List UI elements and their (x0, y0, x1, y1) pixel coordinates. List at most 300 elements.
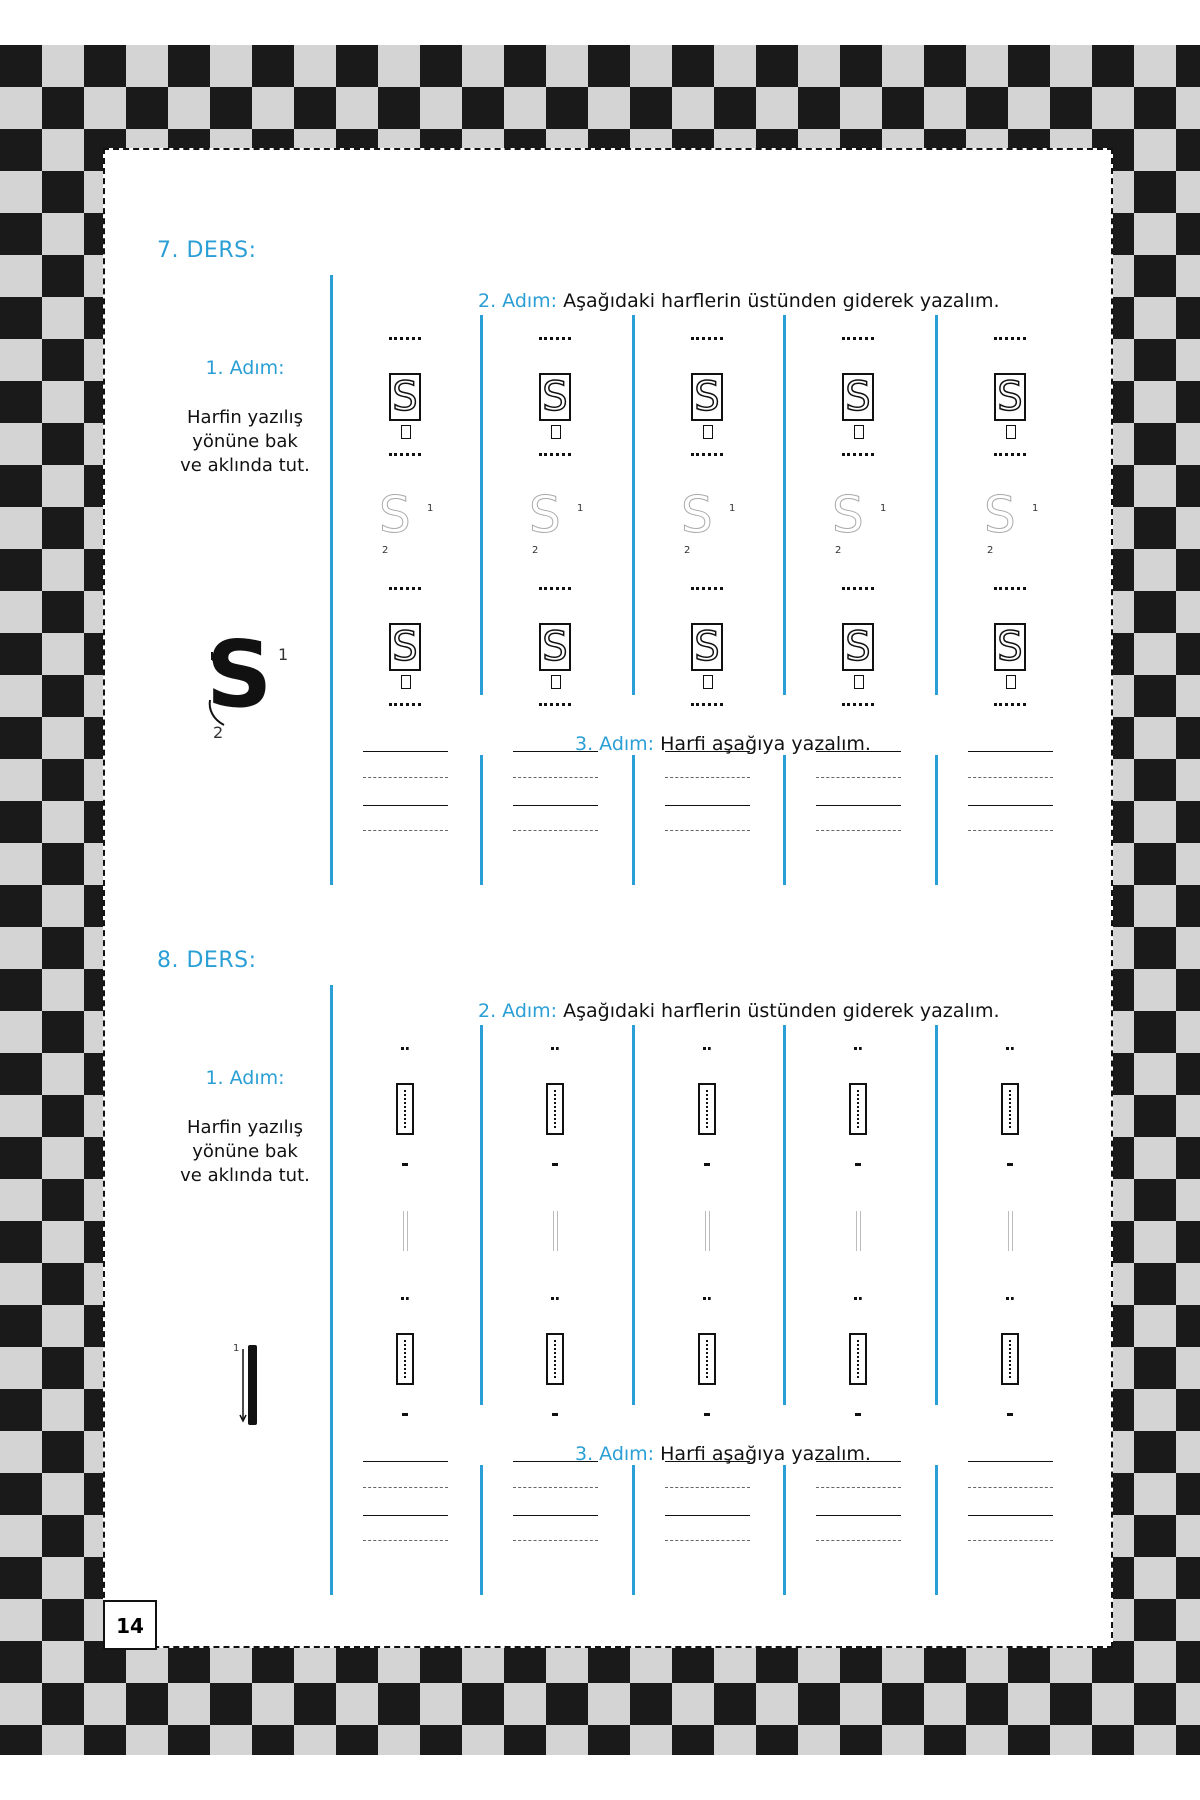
lesson-7-step2-title (478, 290, 1000, 312)
checker-square (0, 759, 42, 801)
checker-square (1176, 1221, 1200, 1263)
ghost-letter[interactable] (856, 1211, 861, 1251)
checker-square (42, 213, 84, 255)
ghost-letter[interactable]: S (984, 486, 1016, 544)
checker-square (1176, 885, 1200, 927)
guide-dots (389, 703, 421, 706)
lesson-7-step1-text: Harfin yazılış yönüne bak ve aklında tut. (180, 407, 310, 476)
step2-label: 2. Adım: (478, 1000, 558, 1022)
checker-square (0, 339, 42, 381)
guide-dots (389, 453, 421, 456)
writing-line[interactable] (363, 1461, 448, 1462)
checker-square (924, 1725, 966, 1755)
trace-letter-box[interactable] (849, 1333, 867, 1385)
checker-square (546, 1725, 588, 1755)
guide-dots (842, 587, 874, 590)
checker-square (714, 1725, 756, 1755)
checker-square (462, 87, 504, 129)
checker-square (1134, 675, 1176, 717)
checker-square (42, 1431, 84, 1473)
writing-guide-line (968, 830, 1053, 831)
checker-square (1134, 1515, 1176, 1557)
checker-square (924, 45, 966, 87)
step2-label: 2. Adım: (478, 290, 558, 312)
checker-square (882, 87, 924, 129)
guide-dots (402, 1163, 408, 1166)
trace-letter-box[interactable] (1001, 1333, 1019, 1385)
checker-square (1176, 339, 1200, 381)
checker-square (0, 465, 42, 507)
checker-square (168, 87, 210, 129)
writing-guide-line (816, 830, 901, 831)
checker-square (630, 87, 672, 129)
checker-square (1134, 759, 1176, 801)
lesson-7-title: 7. DERS: (157, 238, 257, 263)
checker-square (336, 87, 378, 129)
checker-square (0, 1683, 42, 1725)
lesson-8-demo-letter (248, 1345, 257, 1425)
checker-square (42, 129, 84, 171)
trace-letter-box[interactable] (546, 1083, 564, 1135)
checker-square (42, 843, 84, 885)
checker-square (1134, 255, 1176, 297)
writing-guide-line (665, 1540, 750, 1541)
guide-dots (552, 1413, 558, 1416)
checker-square (168, 45, 210, 87)
trace-letter-box[interactable]: S (994, 373, 1026, 421)
checker-square (42, 801, 84, 843)
checker-square (1134, 1305, 1176, 1347)
column-divider (783, 755, 786, 885)
checker-square (126, 1683, 168, 1725)
checker-square (1176, 297, 1200, 339)
step2-text: Aşağıdaki harflerin üstünden giderek yazalım. (563, 1000, 1000, 1022)
ghost-letter[interactable] (553, 1211, 558, 1251)
ghost-letter[interactable] (403, 1211, 408, 1251)
checker-square (672, 45, 714, 87)
checker-square (672, 87, 714, 129)
checker-square (294, 87, 336, 129)
ghost-letter[interactable]: S (379, 486, 411, 544)
checker-square (1134, 633, 1176, 675)
guide-dots (389, 587, 421, 590)
checker-square (1176, 591, 1200, 633)
ghost-letter[interactable]: S (832, 486, 864, 544)
step3-text: Harfi aşağıya yazalım. (660, 1443, 871, 1465)
checker-square (336, 45, 378, 87)
writing-line[interactable] (363, 1515, 448, 1516)
column-divider (935, 1025, 938, 1405)
checker-square (378, 1725, 420, 1755)
trace-letter-box[interactable]: S (389, 623, 421, 671)
checker-square (462, 1683, 504, 1725)
step3-label: 3. Adım: (575, 733, 655, 755)
checker-square (126, 87, 168, 129)
checker-square (798, 1725, 840, 1755)
checker-square (1176, 1053, 1200, 1095)
checker-square (1092, 1683, 1134, 1725)
writing-guide-line (968, 1540, 1053, 1541)
checker-square (126, 45, 168, 87)
checker-square (1134, 129, 1176, 171)
checker-square (252, 87, 294, 129)
writing-line[interactable] (816, 1461, 901, 1462)
checker-square (0, 633, 42, 675)
guide-dots (704, 1163, 710, 1166)
guide-dots (994, 337, 1026, 340)
checker-square (1134, 1599, 1176, 1641)
guide-dots (1006, 1297, 1014, 1300)
ghost-letter[interactable]: S (529, 486, 561, 544)
column-divider (632, 1025, 635, 1405)
checker-square (462, 45, 504, 87)
column-divider (480, 1465, 483, 1595)
checker-square (126, 1725, 168, 1755)
page-number: 14 (103, 1600, 157, 1650)
writing-line[interactable] (363, 751, 448, 752)
guide-dots (1007, 1413, 1013, 1416)
column-divider (783, 1025, 786, 1405)
writing-line[interactable] (513, 751, 598, 752)
checker-square (1134, 1347, 1176, 1389)
mini-guide (551, 425, 561, 439)
checker-square (336, 1725, 378, 1755)
trace-letter-box[interactable] (849, 1083, 867, 1135)
checker-square (0, 255, 42, 297)
checker-square (798, 45, 840, 87)
lesson-8-title: 8. DERS: (157, 948, 257, 973)
checker-square (0, 1347, 42, 1389)
checker-square (0, 1473, 42, 1515)
checker-square (0, 927, 42, 969)
stroke-number: 1 (233, 1343, 240, 1354)
guide-dots (402, 1413, 408, 1416)
checker-square (1176, 423, 1200, 465)
checker-square (1134, 969, 1176, 1011)
checker-square (42, 1557, 84, 1599)
checker-square (0, 297, 42, 339)
stroke-number: 1 (1032, 503, 1039, 514)
checker-square (1176, 717, 1200, 759)
column-divider (632, 315, 635, 695)
checker-square (1008, 87, 1050, 129)
checker-square (0, 1641, 42, 1683)
guide-dots (703, 1047, 711, 1050)
checker-square (1134, 843, 1176, 885)
checker-square (420, 1725, 462, 1755)
checker-square (42, 633, 84, 675)
checker-square (1092, 45, 1134, 87)
checker-square (210, 1725, 252, 1755)
checker-square (42, 1515, 84, 1557)
guide-dots (842, 703, 874, 706)
checker-square (630, 1683, 672, 1725)
checker-square (294, 1725, 336, 1755)
checker-square (0, 507, 42, 549)
checker-square (0, 1599, 42, 1641)
writing-line[interactable] (968, 805, 1053, 806)
writing-guide-line (968, 777, 1053, 778)
lesson-7-step1-label: 1. Adım: (205, 357, 285, 379)
checker-square (756, 1725, 798, 1755)
checker-square (0, 885, 42, 927)
guide-dots (551, 1047, 559, 1050)
checker-square (1134, 423, 1176, 465)
writing-line[interactable] (665, 751, 750, 752)
checker-square (0, 1095, 42, 1137)
checker-square (1134, 1263, 1176, 1305)
checker-square (0, 1263, 42, 1305)
writing-line[interactable] (665, 805, 750, 806)
checker-square (630, 1725, 672, 1755)
trace-letter-box[interactable]: S (842, 623, 874, 671)
checker-square (1176, 801, 1200, 843)
checker-square (588, 45, 630, 87)
column-divider (480, 1025, 483, 1405)
writing-guide-line (513, 1540, 598, 1541)
checker-square (42, 255, 84, 297)
guide-dots (1007, 1163, 1013, 1166)
checker-square (1176, 1641, 1200, 1683)
checker-square (0, 423, 42, 465)
checker-square (0, 843, 42, 885)
checker-square (924, 87, 966, 129)
mini-guide (703, 675, 713, 689)
mini-guide (401, 675, 411, 689)
checker-square (1176, 1179, 1200, 1221)
checker-square (1134, 1095, 1176, 1137)
writing-line[interactable] (665, 1515, 750, 1516)
guide-dots (855, 1163, 861, 1166)
writing-line[interactable] (816, 751, 901, 752)
checker-square (1092, 87, 1134, 129)
checker-square (1176, 1389, 1200, 1431)
writing-line[interactable] (513, 1461, 598, 1462)
checker-square (588, 1683, 630, 1725)
checker-square (1134, 1725, 1176, 1755)
checker-square (0, 87, 42, 129)
trace-letter-box[interactable]: S (389, 373, 421, 421)
writing-guide-line (363, 777, 448, 778)
checker-square (0, 171, 42, 213)
guide-dots (691, 703, 723, 706)
writing-line[interactable] (363, 805, 448, 806)
checker-square (42, 591, 84, 633)
checker-square (1134, 1011, 1176, 1053)
checker-square (1008, 1683, 1050, 1725)
checker-square (1134, 801, 1176, 843)
checker-square (42, 1347, 84, 1389)
checker-square (42, 465, 84, 507)
lesson-8-step2-title (478, 1000, 1000, 1022)
checker-square (42, 297, 84, 339)
checker-square (42, 1473, 84, 1515)
checker-square (1176, 633, 1200, 675)
checker-square (966, 87, 1008, 129)
checker-square (798, 1683, 840, 1725)
checker-square (42, 1221, 84, 1263)
writing-line[interactable] (513, 805, 598, 806)
step3-text: Harfi aşağıya yazalım. (660, 733, 871, 755)
writing-guide-line (968, 1487, 1053, 1488)
checker-square (42, 171, 84, 213)
checker-square (672, 1683, 714, 1725)
checker-square (1134, 297, 1176, 339)
checker-square (1176, 381, 1200, 423)
trace-letter-box[interactable] (396, 1333, 414, 1385)
ghost-letter[interactable]: S (681, 486, 713, 544)
column-divider (783, 315, 786, 695)
checker-square (42, 759, 84, 801)
checker-square (42, 1683, 84, 1725)
lesson-7-demo-letter: S (206, 621, 273, 728)
ghost-letter[interactable] (705, 1211, 710, 1251)
checker-square (42, 969, 84, 1011)
mini-guide (551, 675, 561, 689)
lesson-8-step1-label: 1. Adım: (205, 1067, 285, 1089)
trace-letter-box[interactable]: S (691, 373, 723, 421)
step3-label: 3. Adım: (575, 1443, 655, 1465)
writing-line[interactable] (816, 1515, 901, 1516)
writing-line[interactable] (968, 1515, 1053, 1516)
guide-dots (691, 587, 723, 590)
checker-square (1176, 549, 1200, 591)
stroke-number: 2 (532, 545, 539, 556)
trace-letter-box[interactable] (546, 1333, 564, 1385)
checker-square (1176, 1137, 1200, 1179)
checker-square (1176, 675, 1200, 717)
trace-letter-box[interactable] (698, 1083, 716, 1135)
checker-square (504, 1683, 546, 1725)
checker-square (168, 1683, 210, 1725)
writing-guide-line (513, 777, 598, 778)
checker-square (1134, 465, 1176, 507)
checker-square (546, 87, 588, 129)
column-divider (632, 1465, 635, 1595)
checker-square (588, 1725, 630, 1755)
checker-square (1176, 1725, 1200, 1755)
guide-dots (994, 587, 1026, 590)
stroke-number: 1 (427, 503, 434, 514)
checker-square (966, 45, 1008, 87)
ghost-letter[interactable] (1008, 1211, 1013, 1251)
writing-line[interactable] (665, 1461, 750, 1462)
checker-square (42, 87, 84, 129)
checker-square (1134, 339, 1176, 381)
checker-square (714, 87, 756, 129)
stroke-number: 1 (278, 645, 289, 664)
trace-letter-box[interactable]: S (691, 623, 723, 671)
checker-square (462, 1725, 504, 1755)
checker-square (168, 1725, 210, 1755)
trace-letter-box[interactable] (698, 1333, 716, 1385)
checker-square (1176, 1473, 1200, 1515)
checker-square (84, 87, 126, 129)
checker-square (1176, 843, 1200, 885)
checker-square (42, 1599, 84, 1641)
checker-square (0, 717, 42, 759)
writing-line[interactable] (968, 1461, 1053, 1462)
writing-line[interactable] (513, 1515, 598, 1516)
checker-square (966, 1683, 1008, 1725)
checker-square (1134, 549, 1176, 591)
checker-square (840, 45, 882, 87)
checker-square (0, 45, 42, 87)
checker-square (840, 87, 882, 129)
checker-square (1008, 1725, 1050, 1755)
checker-square (42, 1305, 84, 1347)
checker-square (0, 213, 42, 255)
checker-square (1134, 1473, 1176, 1515)
checker-square (42, 507, 84, 549)
checker-square (546, 1683, 588, 1725)
checker-square (1176, 213, 1200, 255)
trace-letter-box[interactable] (396, 1083, 414, 1135)
writing-line[interactable] (968, 751, 1053, 752)
checker-square (672, 1725, 714, 1755)
writing-guide-line (363, 1487, 448, 1488)
checker-square (42, 549, 84, 591)
guide-dots (994, 703, 1026, 706)
checker-square (294, 1683, 336, 1725)
mini-guide (854, 425, 864, 439)
checker-square (0, 1431, 42, 1473)
checker-square (714, 1683, 756, 1725)
checker-square (0, 381, 42, 423)
checker-square (0, 1305, 42, 1347)
checker-square (1134, 171, 1176, 213)
checker-square (1134, 45, 1176, 87)
checker-square (0, 1557, 42, 1599)
checker-square (1176, 1683, 1200, 1725)
checker-square (1050, 1725, 1092, 1755)
checker-square (1134, 1053, 1176, 1095)
checker-square (1134, 507, 1176, 549)
stroke-number: 2 (382, 545, 389, 556)
mini-guide (854, 675, 864, 689)
writing-guide-line (665, 830, 750, 831)
guide-dots (842, 337, 874, 340)
checker-square (42, 927, 84, 969)
checker-square (1134, 927, 1176, 969)
checker-square (714, 45, 756, 87)
column-divider (480, 315, 483, 695)
checker-square (1176, 171, 1200, 213)
checker-square (0, 1179, 42, 1221)
trace-letter-box[interactable]: S (539, 373, 571, 421)
writing-line[interactable] (816, 805, 901, 806)
checker-square (1176, 1599, 1200, 1641)
trace-letter-box[interactable]: S (539, 623, 571, 671)
checker-square (0, 969, 42, 1011)
checker-square (1176, 1011, 1200, 1053)
trace-letter-box[interactable]: S (842, 373, 874, 421)
column-divider (935, 755, 938, 885)
checker-square (882, 45, 924, 87)
checker-square (1176, 87, 1200, 129)
trace-letter-box[interactable] (1001, 1083, 1019, 1135)
mini-guide (703, 425, 713, 439)
checker-square (84, 1725, 126, 1755)
checker-square (1176, 465, 1200, 507)
guide-dots (401, 1297, 409, 1300)
column-divider (783, 1465, 786, 1595)
checker-square (1176, 1305, 1200, 1347)
writing-guide-line (363, 1540, 448, 1541)
checker-square (210, 1683, 252, 1725)
stroke-number: 1 (880, 503, 887, 514)
trace-letter-box[interactable]: S (994, 623, 1026, 671)
